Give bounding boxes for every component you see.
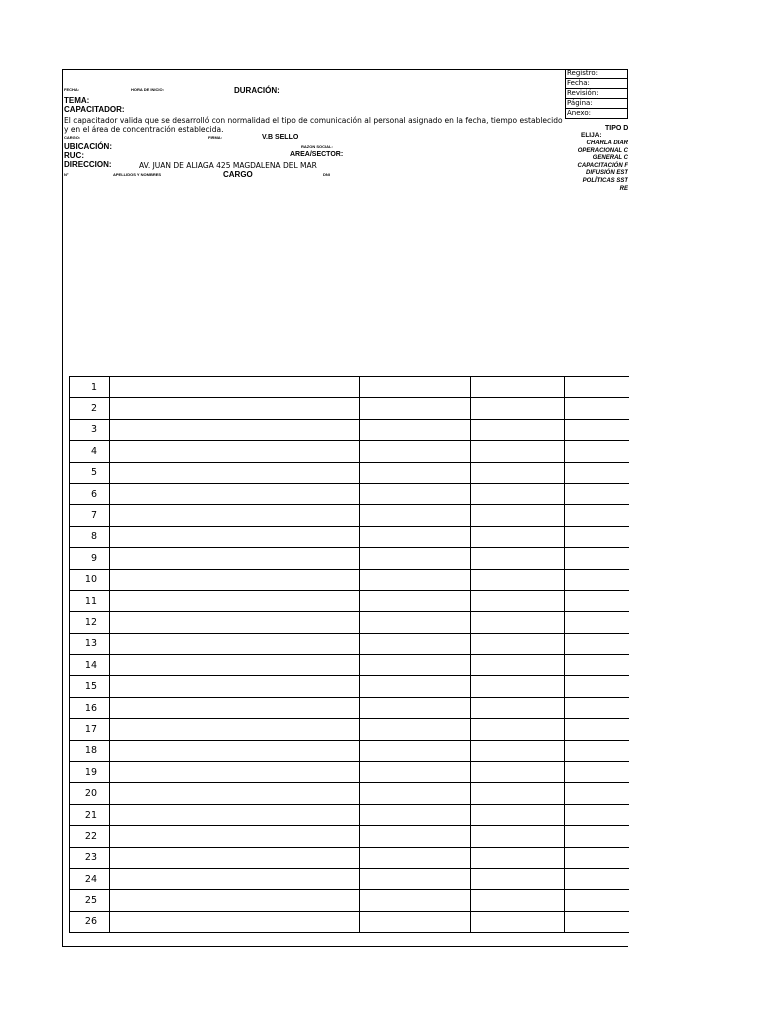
table-row	[70, 762, 629, 783]
razon-social-label: RAZON SOCIAL:	[301, 144, 333, 149]
row-number: 3	[70, 419, 110, 440]
table-row	[70, 676, 629, 697]
firma-cell[interactable]	[565, 890, 629, 911]
cargo-label: CARGO	[223, 170, 253, 179]
row-number: 1	[70, 377, 110, 398]
name-cell[interactable]	[110, 569, 360, 590]
row-number: 4	[70, 441, 110, 462]
dni-cell[interactable]	[471, 462, 565, 483]
cargo-cell[interactable]	[360, 762, 471, 783]
table-row	[70, 804, 629, 825]
table-row	[70, 377, 629, 398]
area-sector-label: AREA/SECTOR:	[290, 151, 344, 158]
row-number: 17	[70, 719, 110, 740]
cargo-cell[interactable]	[360, 697, 471, 718]
row-number: 7	[70, 505, 110, 526]
cargo-cell[interactable]	[360, 868, 471, 889]
name-cell[interactable]	[110, 526, 360, 547]
name-cell[interactable]	[110, 762, 360, 783]
table-row	[70, 719, 629, 740]
row-number: 23	[70, 847, 110, 868]
dni-cell[interactable]	[471, 697, 565, 718]
cargo-cell[interactable]	[360, 505, 471, 526]
table-row	[70, 783, 629, 804]
duracion-label: DURACIÓN:	[234, 86, 280, 95]
cargo-cell[interactable]	[360, 590, 471, 611]
cargo-cell[interactable]	[360, 612, 471, 633]
dni-cell[interactable]	[471, 441, 565, 462]
dni-cell[interactable]	[471, 612, 565, 633]
direccion-value: AV. JUAN DE ALIAGA 425 MAGDALENA DEL MAR	[139, 161, 317, 170]
row-number: 16	[70, 697, 110, 718]
cargo-cell[interactable]	[360, 633, 471, 654]
row-number: 22	[70, 826, 110, 847]
firma-label: FIRMA:	[208, 135, 222, 140]
firma-cell[interactable]	[565, 526, 629, 547]
dni-cell[interactable]	[471, 740, 565, 761]
document-control-box	[565, 69, 628, 119]
firma-cell[interactable]	[565, 462, 629, 483]
table-row	[70, 826, 629, 847]
dni-label: DNI	[323, 172, 330, 177]
vb-sello-label: V.B SELLO	[262, 134, 299, 141]
elija-label: ELIJA:	[581, 132, 602, 139]
row-number: 20	[70, 783, 110, 804]
dni-cell[interactable]	[471, 590, 565, 611]
table-row	[70, 526, 629, 547]
anexo-label: Anexo:	[567, 109, 591, 117]
apellidos-nombres-label: APELLIDOS Y NOMBRES	[113, 172, 162, 177]
cargo-cell[interactable]	[360, 911, 471, 932]
table-row	[70, 548, 629, 569]
table-row	[70, 419, 629, 440]
row-number: 15	[70, 676, 110, 697]
cargo-cell[interactable]	[360, 441, 471, 462]
name-cell[interactable]	[110, 590, 360, 611]
name-cell[interactable]	[110, 483, 360, 504]
communication-type-list	[563, 140, 628, 193]
name-cell[interactable]	[110, 548, 360, 569]
name-cell[interactable]	[110, 719, 360, 740]
row-number: 13	[70, 633, 110, 654]
row-number: 24	[70, 868, 110, 889]
firma-cell[interactable]	[565, 762, 629, 783]
statement-line-2: y en el área de concentración establecida.	[64, 125, 224, 134]
firma-cell[interactable]	[565, 483, 629, 504]
cargo-cell[interactable]	[360, 847, 471, 868]
cargo-cell[interactable]	[360, 419, 471, 440]
row-number: 2	[70, 398, 110, 419]
table-row	[70, 740, 629, 761]
option-politicas: POLÍTICAS SST	[582, 177, 628, 184]
cargo-cell[interactable]	[360, 804, 471, 825]
name-cell[interactable]	[110, 826, 360, 847]
registro-label: Registro:	[567, 69, 599, 77]
dni-cell[interactable]	[471, 655, 565, 676]
table-row	[70, 441, 629, 462]
name-cell[interactable]	[110, 783, 360, 804]
dni-cell[interactable]	[471, 377, 565, 398]
table-row	[70, 612, 629, 633]
cargo-cell[interactable]	[360, 483, 471, 504]
cargo-cell[interactable]	[360, 569, 471, 590]
firma-cell[interactable]	[565, 590, 629, 611]
firma-cell[interactable]	[565, 569, 629, 590]
table-row	[70, 462, 629, 483]
firma-cell[interactable]	[565, 911, 629, 932]
statement-line-1: El capacitador valida que se desarrolló con normalidad el tipo de comunicación al personal asignado en la fecha, tiempo establecido	[64, 116, 563, 125]
firma-cell[interactable]	[565, 655, 629, 676]
table-row	[70, 633, 629, 654]
pagina-label: Página:	[567, 99, 593, 107]
firma-cell[interactable]	[565, 441, 629, 462]
cargo-cell[interactable]	[360, 655, 471, 676]
row-number: 11	[70, 590, 110, 611]
cargo-cell[interactable]	[360, 526, 471, 547]
control-row-fecha	[566, 79, 628, 89]
name-cell[interactable]	[110, 441, 360, 462]
revision-label: Revisión:	[567, 89, 599, 97]
table-row	[70, 398, 629, 419]
dni-cell[interactable]	[471, 569, 565, 590]
row-number: 5	[70, 462, 110, 483]
option-re: RE	[619, 185, 628, 192]
name-cell[interactable]	[110, 804, 360, 825]
firma-cell[interactable]	[565, 377, 629, 398]
dni-cell[interactable]	[471, 505, 565, 526]
cargo-cell[interactable]	[360, 462, 471, 483]
cargo-cell[interactable]	[360, 676, 471, 697]
name-cell[interactable]	[110, 911, 360, 932]
attendance-table	[69, 376, 629, 933]
dni-cell[interactable]	[471, 826, 565, 847]
table-row	[70, 590, 629, 611]
firma-cell[interactable]	[565, 826, 629, 847]
hora-inicio-label: HORA DE INICIO:	[131, 87, 164, 92]
fecha-label: FECHA:	[64, 87, 80, 92]
numero-label: N°	[64, 172, 69, 177]
dni-cell[interactable]	[471, 719, 565, 740]
control-row-revision	[566, 89, 628, 99]
row-number: 14	[70, 655, 110, 676]
cargo-cell[interactable]	[360, 377, 471, 398]
row-number: 10	[70, 569, 110, 590]
option-operacional: OPERACIONAL C	[577, 147, 628, 154]
name-cell[interactable]	[110, 612, 360, 633]
firma-cell[interactable]	[565, 783, 629, 804]
dni-cell[interactable]	[471, 633, 565, 654]
dni-cell[interactable]	[471, 419, 565, 440]
table-row	[70, 868, 629, 889]
table-row	[70, 505, 629, 526]
name-cell[interactable]	[110, 676, 360, 697]
name-cell[interactable]	[110, 377, 360, 398]
dni-cell[interactable]	[471, 868, 565, 889]
cargo-cell[interactable]	[360, 548, 471, 569]
ruc-label: RUC:	[64, 151, 84, 160]
dni-cell[interactable]	[471, 676, 565, 697]
cargo-cell[interactable]	[360, 740, 471, 761]
row-number: 26	[70, 911, 110, 932]
name-cell[interactable]	[110, 697, 360, 718]
firma-cell[interactable]	[565, 505, 629, 526]
row-number: 21	[70, 804, 110, 825]
table-row	[70, 847, 629, 868]
name-cell[interactable]	[110, 847, 360, 868]
ubicacion-label: UBICACIÓN:	[64, 142, 112, 151]
table-row	[70, 697, 629, 718]
table-row	[70, 569, 629, 590]
option-charla: CHARLA DIAR	[586, 140, 628, 146]
name-cell[interactable]	[110, 890, 360, 911]
table-row	[70, 483, 629, 504]
cargo-cell[interactable]	[360, 398, 471, 419]
dni-cell[interactable]	[471, 398, 565, 419]
firma-cell[interactable]	[565, 868, 629, 889]
capacitador-label: CAPACITADOR:	[64, 105, 125, 114]
cargo-cell[interactable]	[360, 826, 471, 847]
dni-cell[interactable]	[471, 890, 565, 911]
control-row-pagina	[566, 99, 628, 109]
row-number: 18	[70, 740, 110, 761]
option-difusion: DIFUSIÓN EST	[585, 170, 628, 177]
row-number: 12	[70, 612, 110, 633]
option-capacitacion: CAPACITACIÓN F	[577, 162, 628, 169]
dni-cell[interactable]	[471, 783, 565, 804]
cargo-cell[interactable]	[360, 783, 471, 804]
option-general: GENERAL C	[592, 155, 628, 162]
firma-cell[interactable]	[565, 740, 629, 761]
tema-label: TEMA:	[64, 96, 90, 105]
dni-cell[interactable]	[471, 762, 565, 783]
table-row	[70, 911, 629, 932]
firma-cell[interactable]	[565, 612, 629, 633]
dni-cell[interactable]	[471, 911, 565, 932]
dni-cell[interactable]	[471, 847, 565, 868]
row-number: 6	[70, 483, 110, 504]
name-cell[interactable]	[110, 419, 360, 440]
name-cell[interactable]	[110, 868, 360, 889]
name-cell[interactable]	[110, 740, 360, 761]
direccion-label: DIRECCION:	[64, 160, 112, 169]
firma-cell[interactable]	[565, 804, 629, 825]
dni-cell[interactable]	[471, 483, 565, 504]
firma-cell[interactable]	[565, 676, 629, 697]
tipo-label: TIPO D	[605, 125, 629, 132]
name-cell[interactable]	[110, 655, 360, 676]
cargo-small-label: CARGO:	[64, 135, 81, 140]
firma-cell[interactable]	[565, 719, 629, 740]
name-cell[interactable]	[110, 505, 360, 526]
control-row-anexo	[566, 109, 628, 119]
cargo-cell[interactable]	[360, 719, 471, 740]
firma-cell[interactable]	[565, 697, 629, 718]
table-row	[70, 890, 629, 911]
dni-cell[interactable]	[471, 526, 565, 547]
firma-cell[interactable]	[565, 548, 629, 569]
dni-cell[interactable]	[471, 548, 565, 569]
firma-cell[interactable]	[565, 419, 629, 440]
row-number: 19	[70, 762, 110, 783]
row-number: 25	[70, 890, 110, 911]
name-cell[interactable]	[110, 633, 360, 654]
firma-cell[interactable]	[565, 633, 629, 654]
dni-cell[interactable]	[471, 804, 565, 825]
control-row-registro	[566, 69, 628, 79]
row-number: 9	[70, 548, 110, 569]
table-row	[70, 655, 629, 676]
cargo-cell[interactable]	[360, 890, 471, 911]
name-cell[interactable]	[110, 462, 360, 483]
control-fecha-label: Fecha:	[567, 79, 590, 87]
firma-cell[interactable]	[565, 847, 629, 868]
firma-cell[interactable]	[565, 398, 629, 419]
row-number: 8	[70, 526, 110, 547]
name-cell[interactable]	[110, 398, 360, 419]
